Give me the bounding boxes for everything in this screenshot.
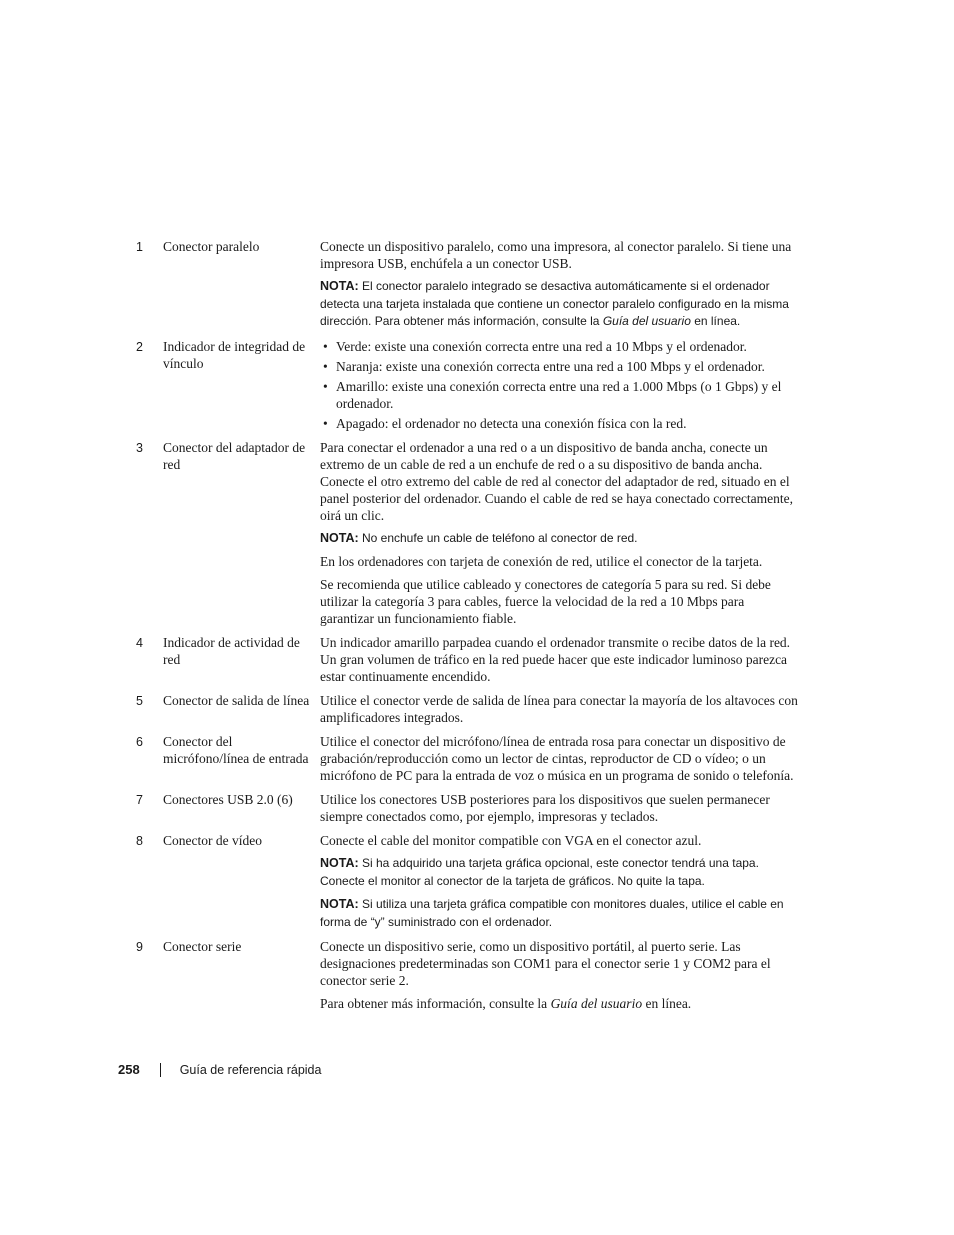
table-row xyxy=(136,238,800,338)
table-row xyxy=(136,832,800,938)
row-number: 1 xyxy=(136,240,143,254)
row-number: 6 xyxy=(136,735,143,749)
row-label: Conector del micrófono/línea de entrada xyxy=(163,734,309,766)
row-label: Conector serie xyxy=(163,939,242,954)
row-description xyxy=(320,733,800,784)
row-label: Indicador de integridad de vínculo xyxy=(163,338,306,371)
footer-separator xyxy=(160,1063,161,1077)
description-text: Conecte un dispositivo serie, como un dispositivo portátil, al puerto serie. Las designaciones predeterminadas son COM1 para el conector serie 1 y COM2 para el conector serie 2. xyxy=(320,939,771,988)
footer-title: Guía de referencia rápida xyxy=(179,1063,322,1077)
list-item xyxy=(320,358,800,375)
page-footer xyxy=(118,1061,321,1079)
row-label: Conector de vídeo xyxy=(163,833,262,848)
row-number: 2 xyxy=(136,339,143,354)
row-number: 9 xyxy=(136,940,143,954)
list-item-text: Apagado: el ordenador no detecta una conexión física con la red. xyxy=(336,415,687,431)
note-text: Si utiliza una tarjeta gráfica compatible con monitores duales, utilice el cable en forma de “y” suministrado con el ordenador. xyxy=(320,897,784,929)
description-text: Para conectar el ordenador a una red o a un dispositivo de banda ancha, conecte un extremo de un cable de red a un enchufe de red o a su dispositivo de banda ancha. Conecte el otro extremo del cable de red al conector del adaptador de red, situado en el panel posterior del ordenador. Cuando el cable de red se haya conectado correctamente, oirá un clic. xyxy=(320,439,794,523)
table-row xyxy=(136,938,800,1019)
bullet-icon: • xyxy=(323,378,328,394)
bullet-icon: • xyxy=(323,338,328,354)
description-text: Utilice el conector verde de salida de línea para conectar la mayoría de los altavoces con amplificadores integrados. xyxy=(320,693,798,725)
row-description xyxy=(320,238,800,331)
description-text: Conecte el cable del monitor compatible con VGA en el conector azul. xyxy=(320,833,702,848)
note-text: Si ha adquirido una tarjeta gráfica opcional, este conector tendrá una tapa. Conecte el monitor al conector de la tarjeta de gráficos. No quite la tapa. xyxy=(320,856,759,888)
description-text xyxy=(320,995,800,1012)
row-number: 4 xyxy=(136,636,143,650)
note xyxy=(320,896,800,931)
list-item-text: Naranja: existe una conexión correcta entre una red a 100 Mbps y el ordenador. xyxy=(336,358,765,374)
row-description xyxy=(320,938,800,1012)
table-row xyxy=(136,439,800,635)
row-description xyxy=(320,832,800,931)
description-text-start: Para obtener más información, consulte la xyxy=(320,996,551,1011)
description-text: Se recomienda que utilice cableado y conectores de categoría 5 para su red. Si debe utilizar la categoría 3 para cables, fuerce la velocidad de la red a 10 Mbps para garantizar un funcionamiento fiable. xyxy=(320,577,771,626)
note-text: No enchufe un cable de teléfono al conector de red. xyxy=(358,530,638,545)
note-prefix: NOTA: xyxy=(320,279,359,293)
table-row xyxy=(136,338,800,439)
table-row xyxy=(136,733,800,791)
bullet-icon: • xyxy=(323,415,328,431)
row-label: Conectores USB 2.0 (6) xyxy=(163,792,293,807)
list-item xyxy=(320,415,800,432)
row-description xyxy=(320,634,800,685)
description-emphasis: Guía del usuario xyxy=(550,996,643,1011)
note xyxy=(320,278,800,331)
note xyxy=(320,855,800,890)
list-item xyxy=(320,338,800,355)
row-label: Indicador de actividad de red xyxy=(163,635,300,667)
row-label: Conector del adaptador de red xyxy=(163,439,306,472)
bullet-icon: • xyxy=(323,358,328,374)
row-label: Conector de salida de línea xyxy=(163,693,310,708)
connector-table xyxy=(136,238,800,1019)
note xyxy=(320,530,800,548)
note-prefix: NOTA: xyxy=(320,856,359,870)
row-description xyxy=(320,692,800,726)
description-text: En los ordenadores con tarjeta de conexión de red, utilice el conector de la tarjeta. xyxy=(320,554,763,569)
note-prefix: NOTA: xyxy=(320,530,359,545)
description-text-end: en línea. xyxy=(642,996,692,1011)
table-row xyxy=(136,692,800,733)
description-text: Conecte un dispositivo paralelo, como una impresora, al conector paralelo. Si tiene una impresora USB, enchúfela a un conector USB. xyxy=(320,239,792,271)
page-number: 258 xyxy=(118,1062,140,1077)
description-text: Utilice los conectores USB posteriores para los dispositivos que suelen permanecer siempre conectados como, por ejemplo, impresoras y teclados. xyxy=(320,792,770,824)
row-description xyxy=(320,338,800,432)
table-row xyxy=(136,634,800,692)
description-text: Utilice el conector del micrófono/línea de entrada rosa para conectar un dispositivo de grabación/reproducción como un lector de cintas, reproductor de CD o vídeo; o un micrófono de PC para la entrada de voz o música en un programa de sonido o telefonía. xyxy=(320,734,794,783)
table-row xyxy=(136,791,800,832)
row-description xyxy=(320,439,800,628)
list-item-text: Verde: existe una conexión correcta entre una red a 10 Mbps y el ordenador. xyxy=(336,338,747,354)
row-number: 8 xyxy=(136,834,143,848)
list-item xyxy=(320,378,800,412)
row-number: 5 xyxy=(136,694,143,708)
note-text: El conector paralelo integrado se desactiva automáticamente si el ordenador detecta una tarjeta instalada que contiene un conector paralelo configurado en la misma dirección. Para obtener más información, consulte la xyxy=(320,279,789,328)
row-description xyxy=(320,791,800,825)
note-text-end: en línea. xyxy=(690,314,741,328)
note-prefix: NOTA: xyxy=(320,897,359,911)
row-number: 3 xyxy=(136,440,143,455)
list-item-text: Amarillo: existe una conexión correcta entre una red a 1.000 Mbps (o 1 Gbps) y el ordenador. xyxy=(336,378,782,411)
row-label: Conector paralelo xyxy=(163,239,260,254)
row-number: 7 xyxy=(136,793,143,807)
bullet-list xyxy=(320,338,800,432)
note-emphasis: Guía del usuario xyxy=(602,314,691,328)
description-text: Un indicador amarillo parpadea cuando el ordenador transmite o recibe datos de la red. Un gran volumen de tráfico en la red puede hacer que este indicador luminoso parezca estar continuamente encendido. xyxy=(320,635,791,684)
